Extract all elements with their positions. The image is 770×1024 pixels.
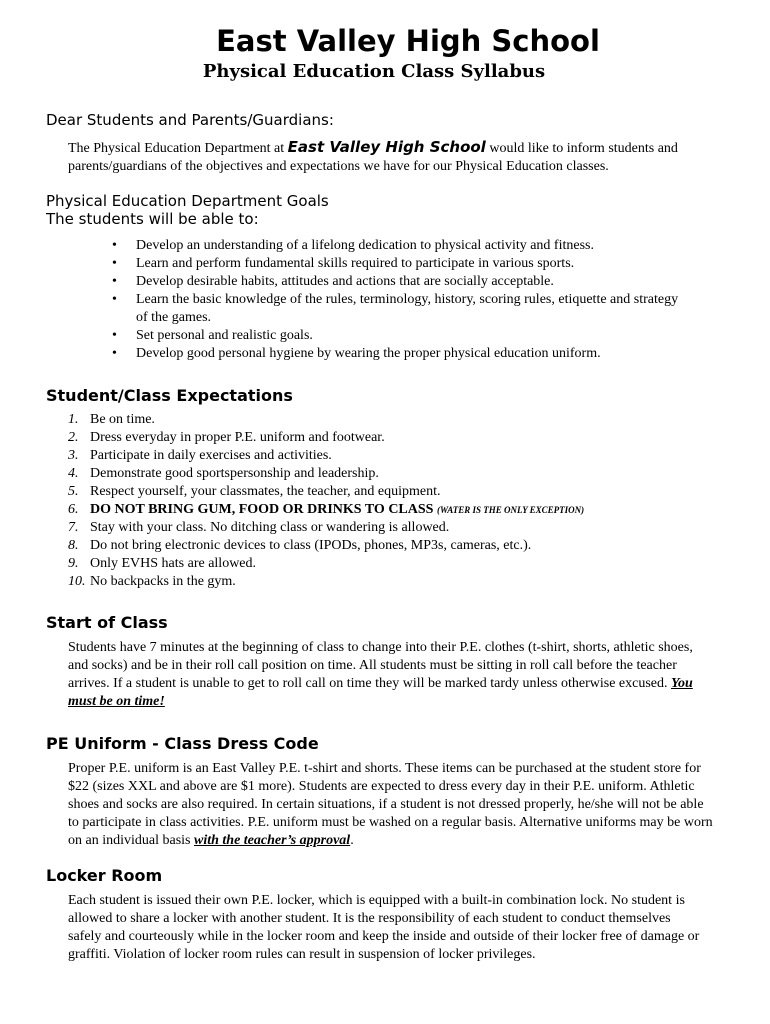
goal-text: Set personal and realistic goals. [136,328,313,343]
bullet: • [112,238,117,253]
list-item [68,345,688,363]
item-number: 7. [68,520,79,535]
item-text: Only EVHS hats are allowed. [90,556,257,571]
list-item [68,465,688,483]
locker-room-text: Each student is issued their own P.E. locker, which is equipped with a built-in combination lock. No student is allowed to share a locker with another student. It is the responsibility of each student to conduct themselves safely and courteously while in the locker room and keep the inside and outside of their locker free of damage or graffiti. Violation of locker room rules can result in suspension of locker privileges. [68,893,700,962]
list-item [68,291,688,327]
list-item [68,327,688,345]
item-text: Stay with your class. No ditching class or wandering is allowed. [90,520,450,535]
list-item [68,501,688,519]
greeting: Dear Students and Parents/Guardians: [46,111,334,129]
locker-room-paragraph [68,892,703,964]
goals-list [68,237,688,363]
item-number: 9. [68,556,79,571]
uniform-after: . [350,833,354,848]
uniform-heading: PE Uniform - Class Dress Code [46,734,319,753]
goals-subheading: The students will be able to: [46,210,259,228]
goal-text: Learn and perform fundamental skills required to participate in various sports. [136,256,575,271]
list-item [68,555,688,573]
list-item [68,483,688,501]
bullet: • [112,256,117,271]
goal-text: Develop an understanding of a lifelong dedication to physical activity and fitness. [136,238,594,253]
goal-text: Develop desirable habits, attitudes and actions that are socially acceptable. [136,274,554,289]
item-text: Demonstrate good sportspersonship and leadership. [90,466,379,481]
expectations-list [68,411,688,591]
intro-paragraph [68,138,698,176]
goal-text: Develop good personal hygiene by wearing the proper physical education uniform. [136,346,601,361]
start-of-class-emphasis: You must be on time! [68,676,693,709]
item-number: 1. [68,412,79,427]
start-of-class-paragraph [68,639,713,711]
intro-school-name: East Valley High School [287,138,486,156]
item-number: 6. [68,502,79,517]
item-text: Participate in daily exercises and activities. [90,448,332,463]
list-item [68,429,688,447]
item-number: 8. [68,538,79,553]
item-text: No backpacks in the gym. [90,574,236,589]
locker-room-heading: Locker Room [46,866,163,885]
school-name: East Valley High School [216,24,600,58]
start-of-class-heading: Start of Class [46,613,168,632]
item-number: 4. [68,466,79,481]
item-text: Respect yourself, your classmates, the teacher, and equipment. [90,484,441,499]
list-item [68,447,688,465]
item-number: 10. [68,574,86,589]
intro-after: would like to inform students and parents/guardians of the objectives and expectations we have for our Physical Education classes. [68,141,678,174]
list-item [68,255,688,273]
list-item [68,537,688,555]
item-number: 2. [68,430,79,445]
item-text: Do not bring electronic devices to class (IPODs, phones, MP3s, cameras, etc.). [90,538,532,553]
uniform-paragraph [68,760,713,850]
bullet: • [112,274,117,289]
bullet: • [112,292,117,307]
goals-heading: Physical Education Department Goals [46,192,329,210]
bullet: • [112,346,117,361]
goal-text: Learn the basic knowledge of the rules, terminology, history, scoring rules, etiquette and strategy of the games. [136,292,679,325]
uniform-text: Proper P.E. uniform is an East Valley P.E. t-shirt and shorts. These items can be purchased at the student store for $22 (sizes XXL and above are $1 more). Students are expected to dress every day in their P.E. uniform. Athletic shoes and socks are also required. In certain situations, if a student is not dressed properly, he/she will not be able to participate in class activities. P.E. uniform must be washed on a regular basis. Alternative uniforms may be worn on an individual basis [68,761,713,848]
item-number: 5. [68,484,79,499]
bullet: • [112,328,117,343]
item-text: DO NOT BRING GUM, FOOD OR DRINKS TO CLASS [90,502,434,517]
start-of-class-text: Students have 7 minutes at the beginning of class to change into their P.E. clothes (t-shirt, shorts, athletic shoes, and socks) and be in their roll call position on time. All students must be sitting in roll call before the teacher arrives. If a student is unable to get to roll call on time they will be marked tardy unless otherwise excused. [68,640,693,691]
list-item [68,573,688,591]
list-item [68,519,688,537]
intro-before: The Physical Education Department at [68,141,288,156]
uniform-emphasis: with the teacher’s approval [194,833,351,848]
item-note: (WATER IS THE ONLY EXCEPTION) [436,505,585,515]
item-number: 3. [68,448,79,463]
list-item [68,411,688,429]
item-text: Dress everyday in proper P.E. uniform and footwear. [90,430,385,445]
expectations-heading: Student/Class Expectations [46,386,293,405]
item-text: Be on time. [90,412,155,427]
list-item [68,273,688,291]
document-title: Physical Education Class Syllabus [202,61,546,82]
list-item [68,237,688,255]
